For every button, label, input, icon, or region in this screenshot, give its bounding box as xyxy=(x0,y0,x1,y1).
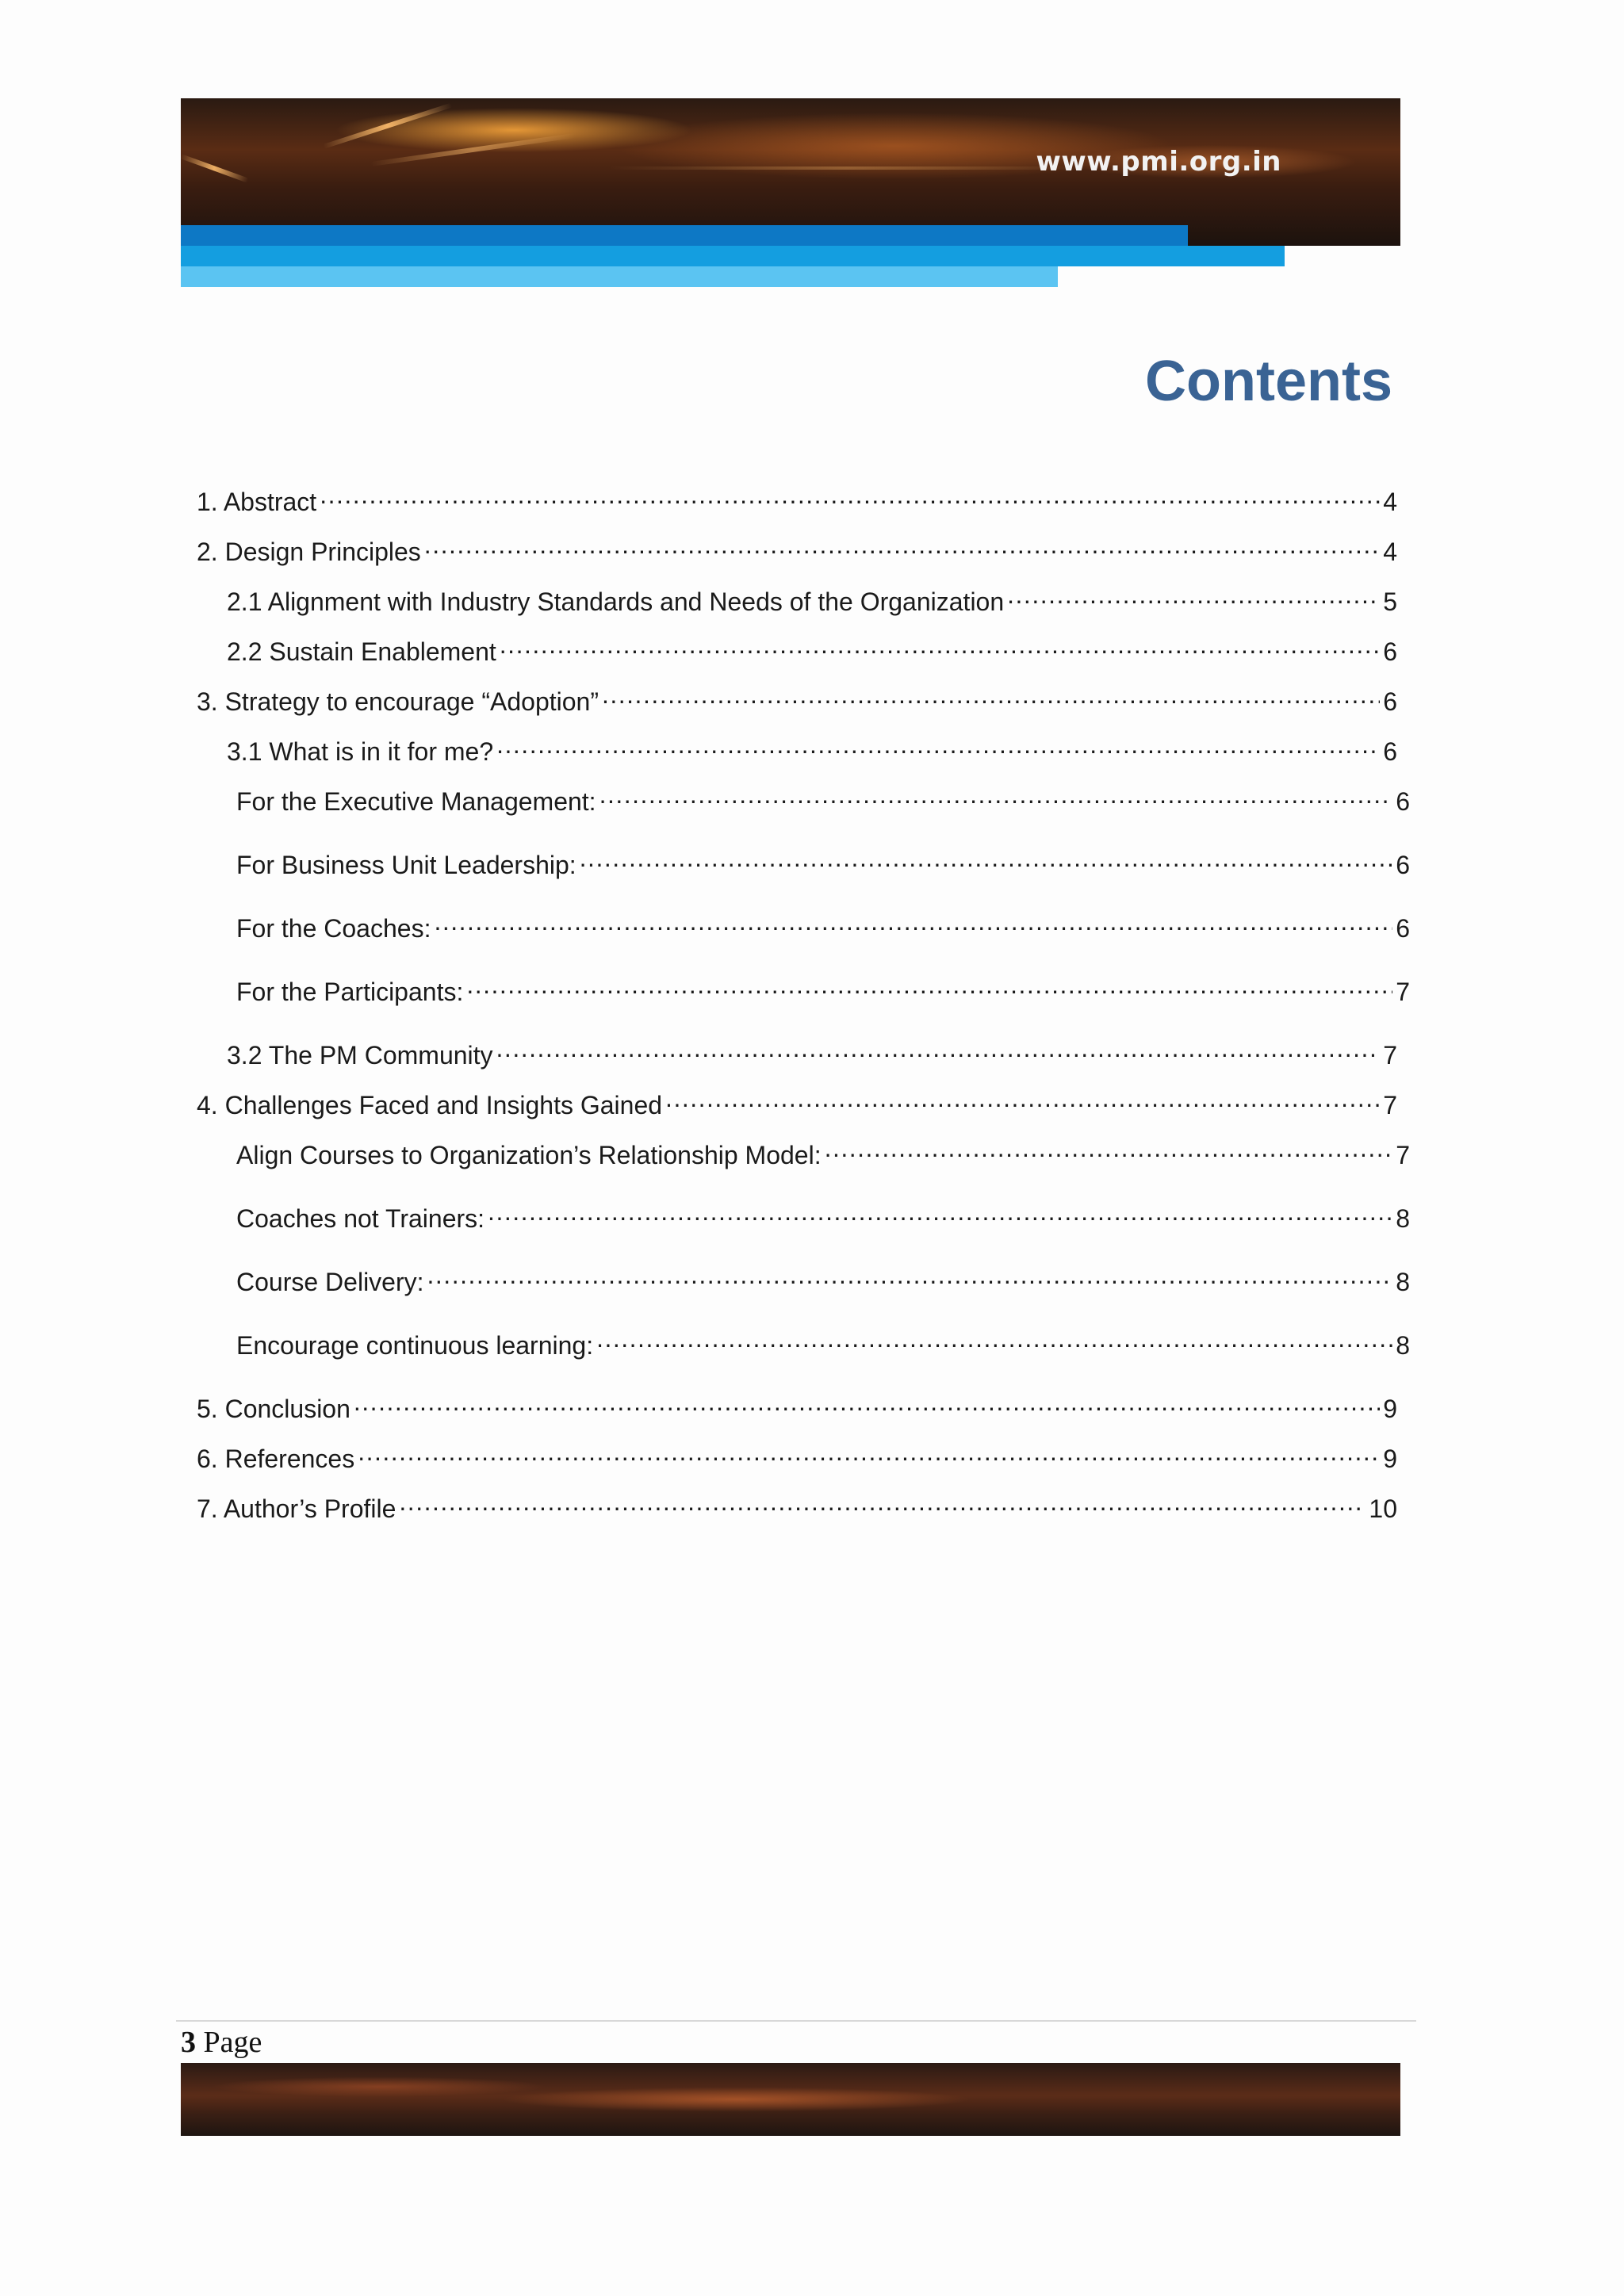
toc-dot-leader xyxy=(466,969,1392,1001)
toc-dot-leader xyxy=(596,1322,1392,1354)
toc-entry[interactable] xyxy=(236,1322,1410,1360)
toc-dot-leader xyxy=(599,779,1393,810)
toc-entry-page: 8 xyxy=(1396,1331,1410,1360)
toc-entry-page: 6 xyxy=(1383,737,1397,766)
header-banner xyxy=(181,98,1400,246)
header-stripe-light-blue xyxy=(181,266,1058,287)
toc-dot-leader xyxy=(427,1259,1393,1291)
toc-entry-page: 8 xyxy=(1396,1204,1410,1233)
toc-dot-leader xyxy=(500,629,1380,660)
toc-entry-title: 6. References xyxy=(197,1445,355,1473)
toc-entry[interactable] xyxy=(236,842,1410,879)
header-light-streak xyxy=(323,103,453,149)
toc-entry-page: 8 xyxy=(1396,1268,1410,1296)
toc-entry[interactable] xyxy=(236,969,1410,1006)
toc-dot-leader xyxy=(496,729,1380,760)
page-label: Page xyxy=(203,2026,262,2059)
toc-entry-title: 3.2 The PM Community xyxy=(227,1041,493,1070)
toc-entry-title: For the Executive Management: xyxy=(236,787,596,816)
toc-entry[interactable] xyxy=(197,529,1397,566)
toc-entry-page: 6 xyxy=(1383,687,1397,716)
toc-entry-page: 9 xyxy=(1383,1445,1397,1473)
toc-entry[interactable] xyxy=(236,905,1410,943)
footer-banner xyxy=(181,2063,1400,2136)
toc-entry-page: 10 xyxy=(1369,1494,1397,1523)
toc-entry-page: 6 xyxy=(1396,787,1410,816)
toc-entry-page: 9 xyxy=(1383,1395,1397,1423)
toc-dot-leader xyxy=(825,1132,1393,1164)
toc-entry-page: 7 xyxy=(1383,1091,1397,1119)
toc-entry-title: 7. Author’s Profile xyxy=(197,1494,396,1523)
toc-entry-title: Coaches not Trainers: xyxy=(236,1204,485,1233)
toc-entry[interactable] xyxy=(197,1486,1397,1523)
toc-entry-title: For Business Unit Leadership: xyxy=(236,851,576,879)
toc-entry-title: 2.1 Alignment with Industry Standards and Needs of the Organization xyxy=(227,587,1005,616)
toc-dot-leader xyxy=(602,679,1380,710)
toc-entry-title: For the Participants: xyxy=(236,978,464,1006)
toc-entry-title: 3. Strategy to encourage “Adoption” xyxy=(197,687,599,716)
toc-dot-leader xyxy=(424,529,1380,561)
toc-entry-title: Encourage continuous learning: xyxy=(236,1331,594,1360)
toc-entry[interactable] xyxy=(236,1132,1410,1169)
toc-entry[interactable] xyxy=(227,729,1397,766)
toc-dot-leader xyxy=(358,1436,1380,1468)
toc-entry-title: 3.1 What is in it for me? xyxy=(227,737,494,766)
header-light-streak xyxy=(181,154,249,182)
toc-entry-title: Course Delivery: xyxy=(236,1268,424,1296)
toc-entry-page: 7 xyxy=(1396,1141,1410,1169)
toc-entry-page: 7 xyxy=(1383,1041,1397,1070)
toc-dot-leader xyxy=(580,842,1393,874)
footer-page-number xyxy=(181,2023,262,2061)
toc-entry[interactable] xyxy=(197,679,1397,716)
header-url[interactable]: www.pmi.org.in xyxy=(1036,146,1281,178)
toc-dot-leader xyxy=(488,1196,1392,1227)
toc-entry-title: For the Coaches: xyxy=(236,914,431,943)
header-stripe-dark-blue xyxy=(181,225,1188,246)
toc-entry-page: 4 xyxy=(1383,488,1397,516)
header-light-streak xyxy=(371,133,576,166)
toc-entry-title: 5. Conclusion xyxy=(197,1395,350,1423)
toc-entry[interactable] xyxy=(197,1386,1397,1423)
toc-dot-leader xyxy=(399,1486,1365,1517)
toc-entry[interactable] xyxy=(236,1259,1410,1296)
toc-entry-title: 1. Abstract xyxy=(197,488,317,516)
page-title: Contents xyxy=(1145,350,1392,413)
toc-entry[interactable] xyxy=(227,579,1397,616)
toc-entry[interactable] xyxy=(236,779,1410,816)
toc-dot-leader xyxy=(320,479,1380,511)
toc-entry-page: 6 xyxy=(1396,914,1410,943)
toc-dot-leader xyxy=(665,1082,1380,1114)
toc-entry-title: 2.2 Sustain Enablement xyxy=(227,637,496,666)
toc-entry-title: 2. Design Principles xyxy=(197,538,421,566)
toc-dot-leader xyxy=(1007,579,1380,610)
toc-entry[interactable] xyxy=(197,1082,1397,1119)
toc-entry-page: 7 xyxy=(1396,978,1410,1006)
toc-entry-title: Align Courses to Organization’s Relationship Model: xyxy=(236,1141,822,1169)
toc-entry-page: 5 xyxy=(1383,587,1397,616)
toc-dot-leader xyxy=(496,1032,1381,1064)
toc-entry-page: 6 xyxy=(1396,851,1410,879)
header-light-streak xyxy=(609,166,1085,170)
toc-entry[interactable] xyxy=(197,479,1397,516)
page-number: 3 xyxy=(181,2026,196,2059)
toc-entry-title: 4. Challenges Faced and Insights Gained xyxy=(197,1091,663,1119)
header-stripe-blue xyxy=(181,246,1285,266)
toc-entry-page: 6 xyxy=(1383,637,1397,666)
footer-divider xyxy=(176,2020,1416,2022)
toc-entry[interactable] xyxy=(197,1436,1397,1473)
toc-entry[interactable] xyxy=(236,1196,1410,1233)
toc-dot-leader xyxy=(354,1386,1380,1418)
toc-entry[interactable] xyxy=(227,1032,1397,1070)
toc-dot-leader xyxy=(434,905,1392,937)
toc-entry[interactable] xyxy=(227,629,1397,666)
toc-entry-page: 4 xyxy=(1383,538,1397,566)
